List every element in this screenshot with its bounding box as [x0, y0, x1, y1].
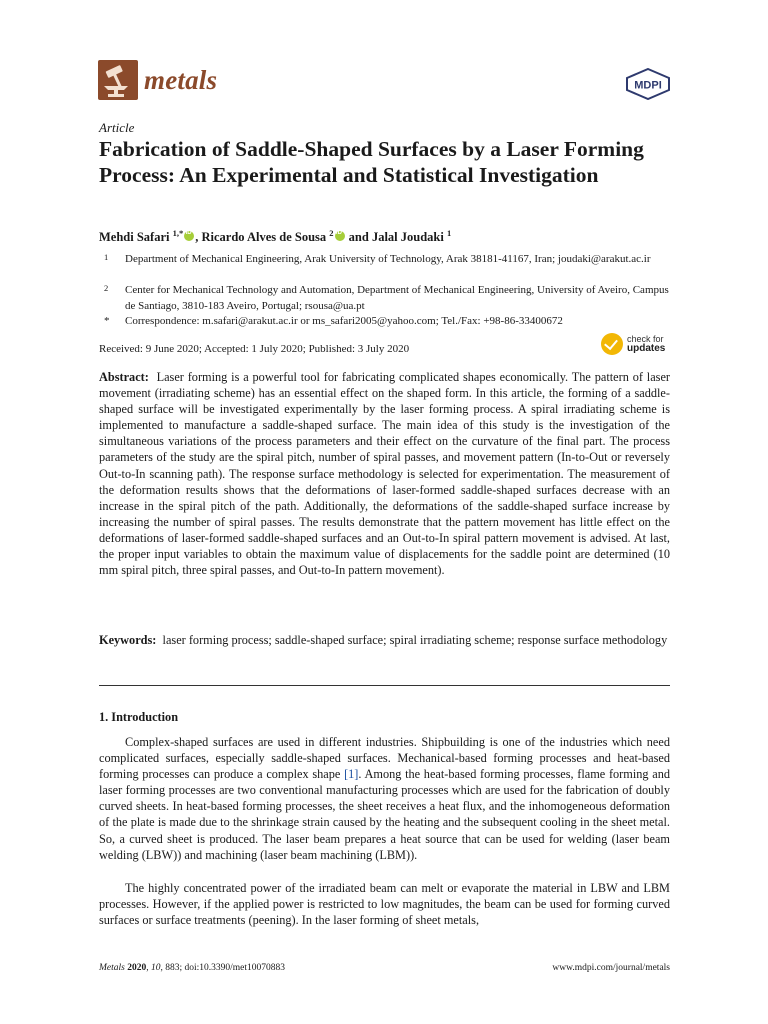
abstract [99, 369, 670, 578]
author-affiliation-mark: 2 [329, 228, 334, 238]
orcid-icon[interactable] [184, 231, 194, 241]
author-name: Mehdi Safari [99, 230, 170, 245]
section-heading: 1. Introduction [99, 710, 179, 724]
keywords [99, 632, 670, 648]
journal-logo [98, 60, 217, 100]
author-list: Mehdi Safari $^{1,*}$iD , Ricardo Alves de Sousa $^2$iD and Jalal Joudaki $^1$ [99, 228, 451, 245]
keywords-text: laser forming process; saddle-shaped surface; spiral irradiating scheme; response surface methodology [162, 633, 668, 647]
journal-url[interactable]: www.mdpi.com/journal/metals [552, 963, 670, 973]
journal-name: metals [144, 64, 218, 95]
citation-footer: Metals 2020, 10, 883; doi:10.3390/met10070883 [99, 963, 286, 973]
citation-link[interactable]: [1] [344, 767, 359, 782]
mdpi-logo [625, 68, 671, 100]
author-affiliation-mark: 1,* [172, 228, 184, 238]
abstract-text: Laser forming is a powerful tool for fabricating complicated shapes economically. The pattern of laser movement (irradiating scheme) has an essential effect on the shaped form. In this article, the forming of a saddle-shaped surface will be investigated experimentally by the laser forming process. A spiral irradiating scheme is implemented to manufacture a saddle-shaped surface. The main idea of this study is the investigation of the simultaneous variations of the process parameters and their effect on the curvature of the final part. The process parameters of the study are the spiral pitch, number of spiral passes, and movement pattern (In-to-Out or reversely Out-to-In scanning path). The response surface methodology is selected for experimentation. The measurement of the deformation results shows that the deformations of laser-formed saddle-shaped surfaces decrease with an increase in the spiral pitch of the path. Additionally, the deformations of the saddle-shaped surface increase by increasing the number of spiral passes. The results demonstrate that the pattern movement has little effect on the deformations of laser-formed saddle-shaped surfaces and an Out-to-In spiral pattern movement is advised. At last, the proper input variables to obtain the maximum value of displacements for the saddle point are determined (10 mm spiral pitch, three spiral passes, and Out-to-In pattern movement). [99, 370, 670, 578]
intro-paragraph-2: The highly concentrated power of the irradiated beam can melt or evaporate the material in LBW and LBM processes. However, if the applied power is restricted to low magnitudes, the beam can be used for forming curved surfaces or surface treatments (peening). In the laser forming of sheet metals, [99, 881, 670, 928]
paper-title: Fabrication of Saddle-Shaped Surfaces by a Laser Forming Process: An Experimental and Statistical Investigation [99, 137, 644, 187]
check-icon [601, 333, 623, 355]
check-for-updates-badge[interactable]: check for updates [601, 333, 665, 355]
keywords-label: Keywords: [99, 633, 157, 647]
author-name: Jalal Joudaki [371, 230, 444, 245]
orcid-icon[interactable] [335, 231, 345, 241]
author-name: Ricardo Alves de Sousa [201, 230, 327, 245]
section-divider [99, 685, 670, 686]
anvil-icon [98, 60, 138, 100]
author-affiliation-mark: 1 [446, 228, 452, 238]
publication-dates: Received: 9 June 2020; Accepted: 1 July 2020; Published: 3 July 2020 [99, 343, 410, 355]
article-type: Article [99, 120, 135, 135]
mdpi-logo-text: MDPI [634, 79, 662, 92]
intro-paragraph-1: Complex-shaped surfaces are used in different industries. Shipbuilding is one of the industries which need complicated surfaces, especially saddle-shaped surfaces. Mechanical-based forming processes and heat-based forming processes can produce a complex shape [1]. Among the heat-based forming processes, flame forming and laser forming processes are two conventional manufacturing processes which are used for the fabrication of doubly curved sheets. In heat-based forming processes, the sheet receives a heat flux, and the inhomogeneous deformation of the plate is made due to the shrinkage strain caused by the heating and the subsequent cooling in the sheet metal. So, a curved sheet is produced. The laser beam prepares a heat source that can be used for welding (laser beam welding (LBW)) and machining (laser beam machining (LBM)). [99, 735, 671, 862]
abstract-label: Abstract: [99, 370, 149, 384]
